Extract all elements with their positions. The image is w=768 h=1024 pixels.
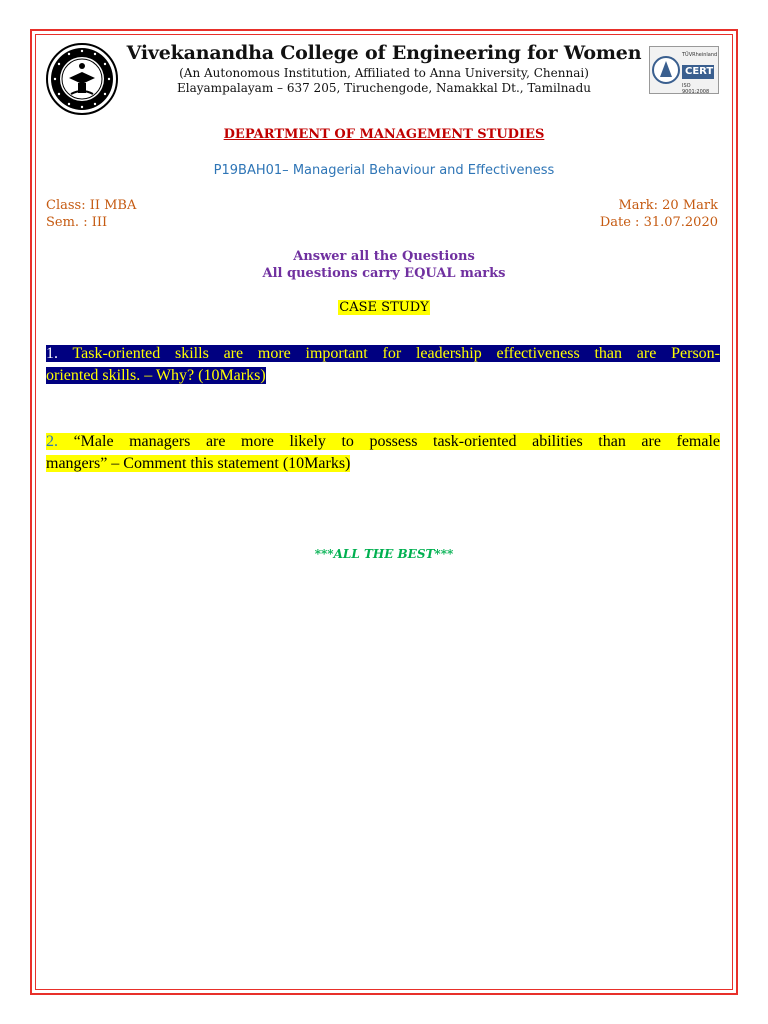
department-title: DEPARTMENT OF MANAGEMENT STUDIES (223, 127, 545, 142)
semester-label: Sem. : III (46, 215, 108, 230)
college-address: Elayampalayam – 637 205, Tiruchengode, Namakkal Dt., Tamilnadu (177, 81, 591, 95)
question-2-line-1-highlight (46, 433, 720, 450)
question-1-number: 1. (46, 345, 58, 362)
class-label: Class: II MBA (46, 198, 137, 213)
question-1 (46, 343, 720, 387)
college-name: Vivekanandha College of Engineering for Women (126, 42, 642, 64)
mark-label: Mark: 20 Mark (618, 198, 718, 213)
instruction-line-1: Answer all the Questions (293, 249, 475, 264)
college-subtitle: (An Autonomous Institution, Affiliated to Anna University, Chennai) (179, 66, 589, 80)
cert-logo-text: CERT (685, 66, 714, 77)
question-2 (46, 431, 720, 475)
question-2-number: 2. (46, 433, 58, 450)
question-2-line-1: “Male managers are more likely to possess task-oriented abilities than are female (73, 433, 721, 450)
closing-message: ***ALL THE BEST*** (314, 547, 454, 561)
question-2-line-2: mangers” – Comment this statement (10Marks) (46, 455, 351, 472)
date-label: Date : 31.07.2020 (599, 215, 718, 230)
question-1-line-1: Task-oriented skills are more important for leadership effectiveness than are Person- (72, 345, 720, 362)
instruction-line-2: All questions carry EQUAL marks (262, 266, 506, 281)
case-study-heading (0, 300, 768, 315)
question-1-line-1-highlight (46, 345, 720, 362)
cert-logo-iso-text: ISO 9001:2008 (682, 83, 710, 95)
course-title: P19BAH01– Managerial Behaviour and Effectiveness (213, 163, 555, 178)
cert-logo-small-text: TÜVRheinland (682, 52, 718, 58)
case-study-label: CASE STUDY (339, 300, 429, 315)
question-1-line-2: oriented skills. – Why? (10Marks) (46, 367, 266, 384)
